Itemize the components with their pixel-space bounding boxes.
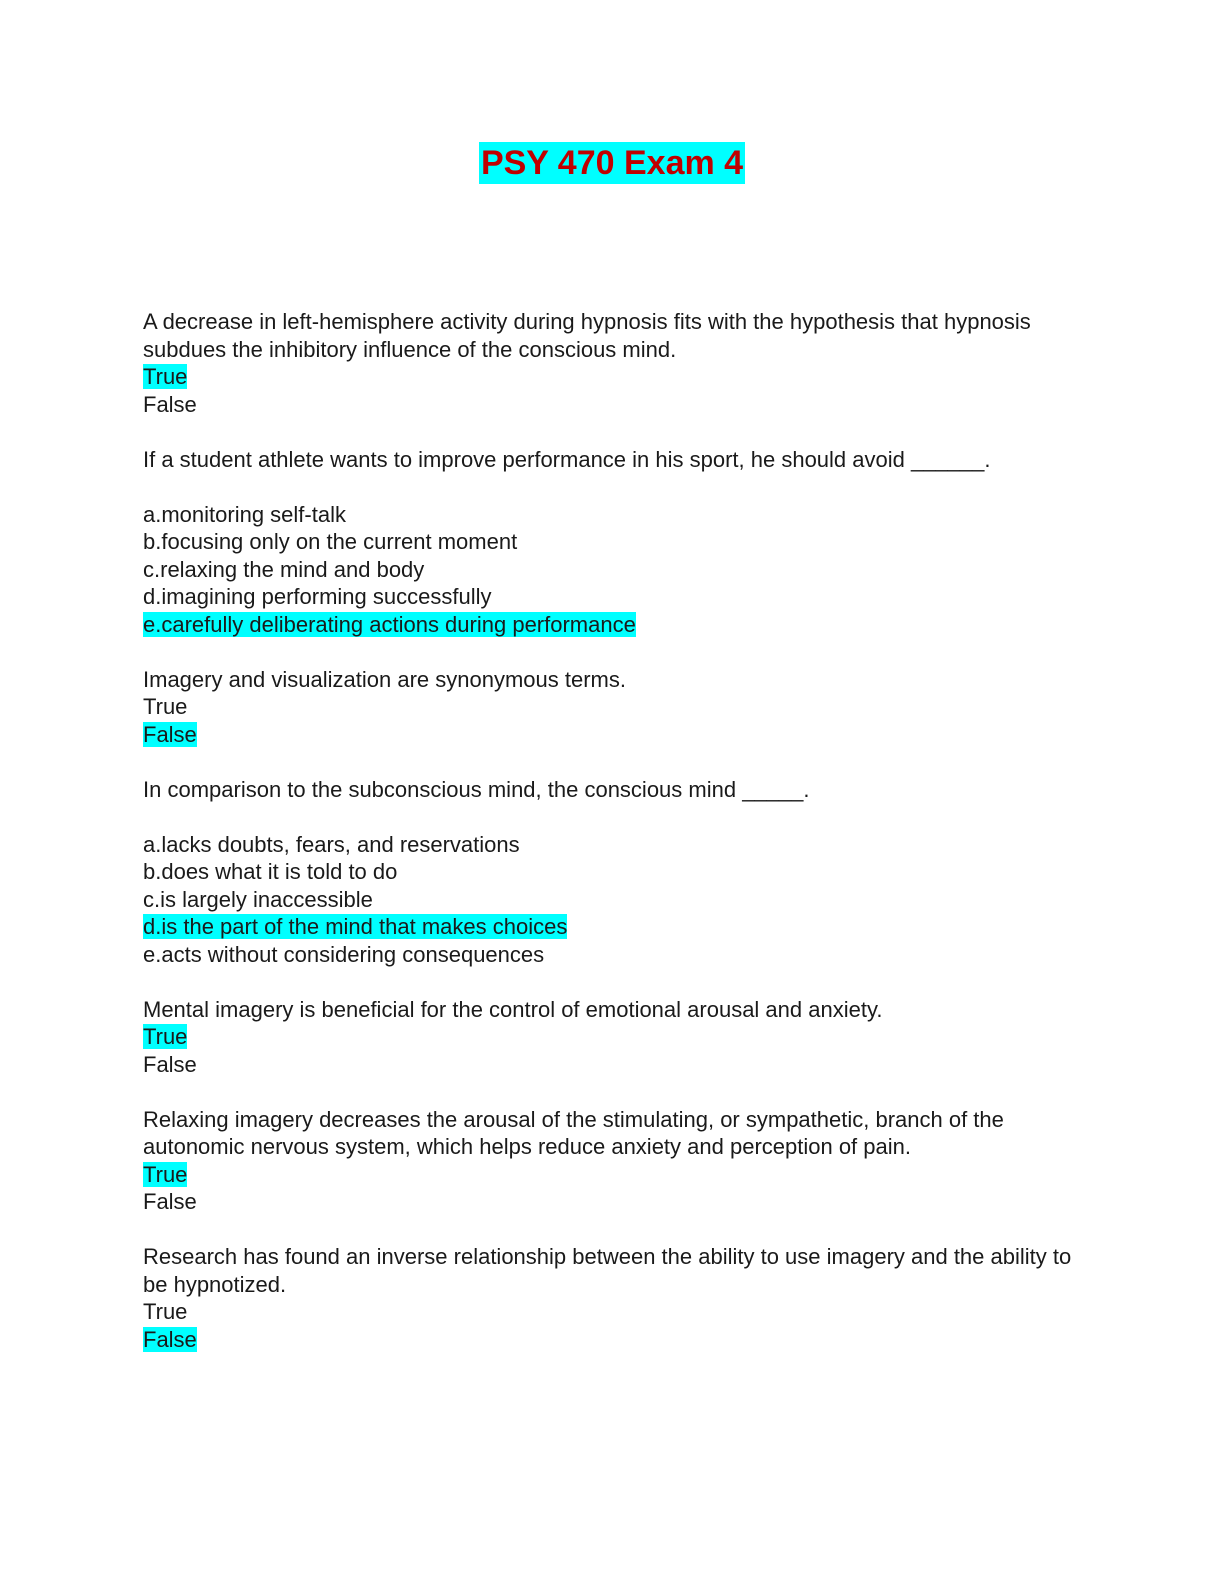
answer-option xyxy=(143,1161,1083,1189)
answer-option xyxy=(143,611,1083,639)
spacer xyxy=(143,968,1083,996)
spacer xyxy=(143,1078,1083,1106)
answer-option xyxy=(143,528,1083,556)
spacer xyxy=(143,638,1083,666)
spacer xyxy=(143,473,1083,501)
question-3 xyxy=(143,666,1083,749)
answer-option-label: c.is largely inaccessible xyxy=(143,886,373,912)
answer-option xyxy=(143,501,1083,529)
answer-option xyxy=(143,1188,1083,1216)
answer-option xyxy=(143,858,1083,886)
answer-option xyxy=(143,1023,1083,1051)
answer-option-label: False xyxy=(143,391,197,417)
answer-option-label: d.imagining performing successfully xyxy=(143,584,492,609)
question-7 xyxy=(143,1243,1083,1353)
answer-option-label: True xyxy=(143,364,188,389)
answer-option xyxy=(143,1326,1083,1354)
question-text: Imagery and visualization are synonymous terms. xyxy=(143,666,626,692)
title-wrap xyxy=(0,142,1224,184)
answer-option-label: a.monitoring self-talk xyxy=(143,501,346,527)
question-list xyxy=(143,308,1083,1353)
answer-option-label: e.carefully deliberating actions during performance xyxy=(143,611,636,637)
answer-option xyxy=(143,556,1083,584)
answer-option-label: True xyxy=(143,1299,188,1324)
question-6 xyxy=(143,1106,1083,1216)
answer-option-label: e.acts without considering consequences xyxy=(143,941,545,967)
spacer xyxy=(143,418,1083,446)
question-text: If a student athlete wants to improve performance in his sport, he should avoid ______. xyxy=(143,446,991,472)
question-1 xyxy=(143,308,1083,418)
answer-option-label: False xyxy=(143,721,197,747)
answer-option-label: True xyxy=(143,1161,188,1187)
answer-option xyxy=(143,941,1083,969)
answer-option-label: a.lacks doubts, fears, and reservations xyxy=(143,831,520,857)
answer-option xyxy=(143,1051,1083,1079)
answer-option xyxy=(143,1298,1083,1326)
question-text: A decrease in left-hemisphere activity during hypnosis fits with the hypothesis that hypnosis subdues the inhibitory influence of the conscious mind. xyxy=(143,309,1031,362)
spacer xyxy=(143,1216,1083,1244)
question-5 xyxy=(143,996,1083,1079)
answer-option-label: True xyxy=(143,1024,188,1049)
question-text: Relaxing imagery decreases the arousal of the stimulating, or sympathetic, branch of the autonomic nervous system, which helps reduce anxiety and perception of pain. xyxy=(143,1106,1004,1159)
answer-option-label: False xyxy=(143,1051,197,1077)
answer-option-label: d.is the part of the mind that makes choices xyxy=(143,914,568,939)
answer-option xyxy=(143,693,1083,721)
question-text: In comparison to the subconscious mind, the conscious mind _____. xyxy=(143,776,810,802)
spacer xyxy=(143,748,1083,776)
answer-option-label: c.relaxing the mind and body xyxy=(143,556,425,582)
answer-option-label: True xyxy=(143,694,188,719)
answer-option xyxy=(143,721,1083,749)
question-text: Research has found an inverse relationship between the ability to use imagery and the ability to be hypnotized. xyxy=(143,1244,1072,1297)
answer-option xyxy=(143,913,1083,941)
answer-option-label: False xyxy=(143,1326,197,1352)
answer-option xyxy=(143,583,1083,611)
spacer xyxy=(143,803,1083,831)
answer-option xyxy=(143,831,1083,859)
answer-option-label: False xyxy=(143,1189,197,1214)
answer-option-label: b.does what it is told to do xyxy=(143,859,398,884)
answer-option xyxy=(143,886,1083,914)
question-4 xyxy=(143,776,1083,969)
document-title: PSY 470 Exam 4 xyxy=(480,144,744,182)
answer-option xyxy=(143,391,1083,419)
answer-option xyxy=(143,363,1083,391)
question-text: Mental imagery is beneficial for the control of emotional arousal and anxiety. xyxy=(143,996,883,1022)
answer-option-label: b.focusing only on the current moment xyxy=(143,529,518,554)
question-2 xyxy=(143,446,1083,639)
